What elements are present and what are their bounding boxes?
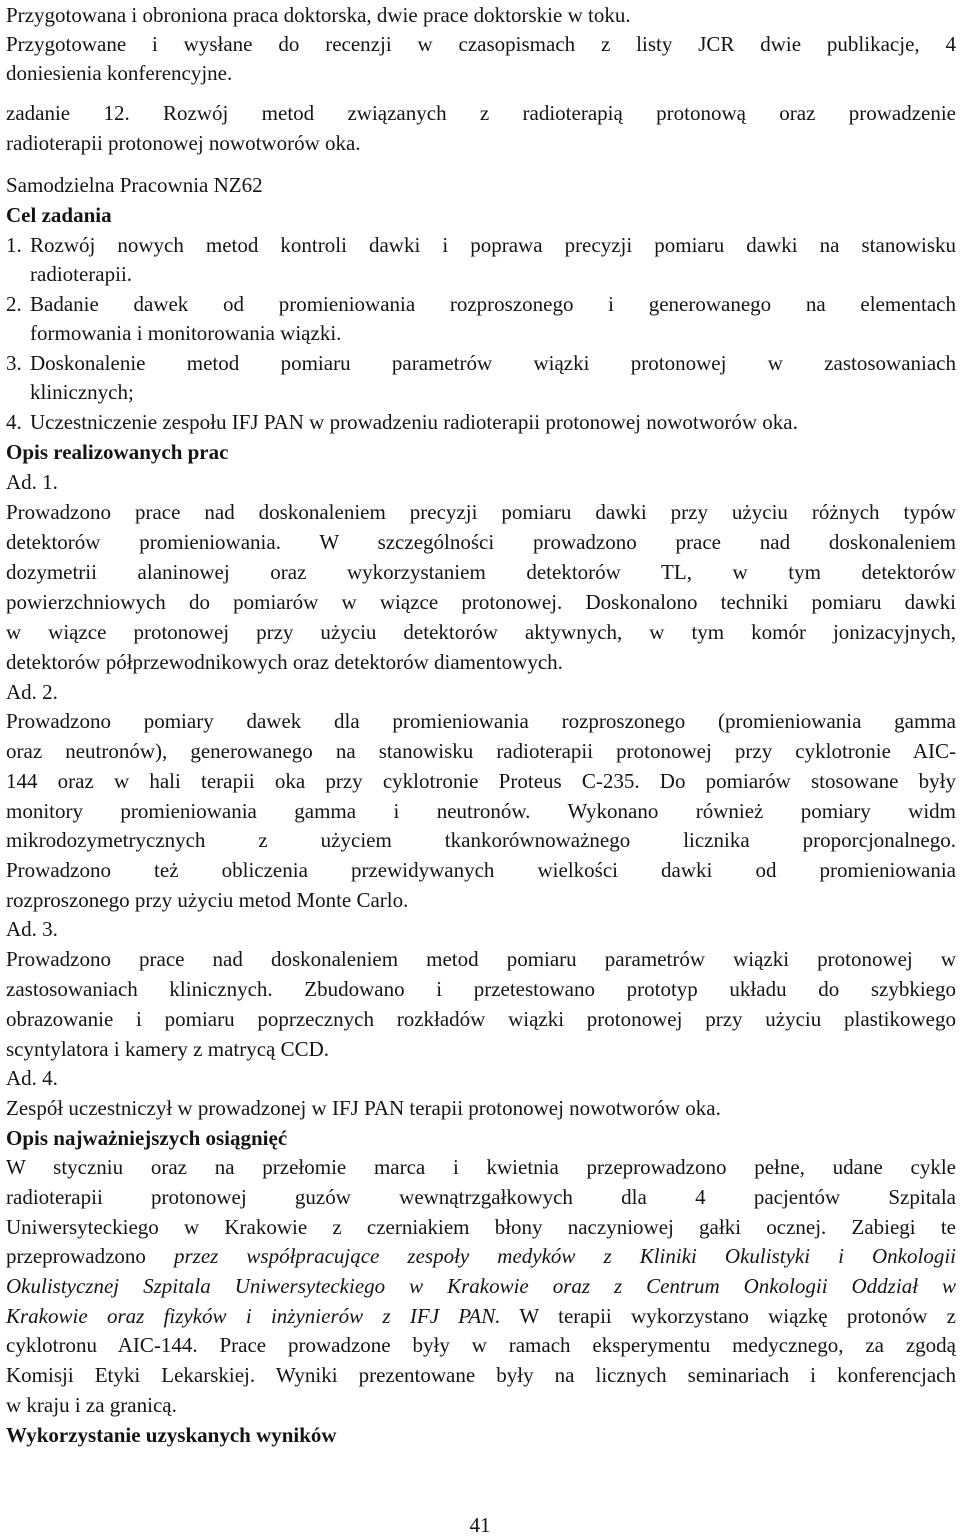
achievements-line-8: Komisji Etyki Lekarskiej. Wyniki prezentowane były na licznych seminariach i konferencjach — [6, 1363, 956, 1387]
ad1-line-2: detektorów promieniowania. W szczególności prowadzono prace nad doskonaleniem — [6, 530, 956, 554]
achievements-line-4 — [6, 1241, 956, 1271]
ad2-line-2: oraz neutronów), generowanego na stanowisku radioterapii protonowej przy cyklotronie AIC- — [6, 739, 956, 763]
ad3-line-3: obrazowanie i pomiaru poprzecznych rozkładów wiązki protonowej przy użyciu plastikowego — [6, 1007, 956, 1031]
intro-line-3: doniesienia konferencyjne. — [6, 61, 233, 85]
ad1-line-6: detektorów półprzewodnikowych oraz detektorów diamentowych. — [6, 650, 563, 674]
ad1-line-5: w wiązce protonowej przy użyciu detektorów aktywnych, w tym komór jonizacyjnych, — [6, 620, 956, 644]
goal-3-line-2: klinicznych; — [30, 380, 134, 404]
goal-number: 3. — [6, 351, 22, 375]
goals-heading: Cel zadania — [6, 203, 112, 227]
achievements-line-2: radioterapii protonowej guzów wewnątrzgałkowych dla 4 pacjentów Szpitala — [6, 1185, 956, 1209]
ad3-line-2: zastosowaniach klinicznych. Zbudowano i przetestowano prototyp układu do szybkiego — [6, 977, 956, 1001]
achievements-line-4-italic: przez współpracujące zespoły medyków z Kliniki Okulistyki i Onkologii — [174, 1244, 957, 1268]
ad1-line-3: dozymetrii alaninowej oraz wykorzystaniem detektorów TL, w tym detektorów — [6, 560, 956, 584]
intro-line-1: Przygotowana i obroniona praca doktorska, dwie prace doktorskie w toku. — [6, 3, 631, 27]
goal-1-line-1: Rozwój nowych metod kontroli dawki i poprawa precyzji pomiaru dawki na stanowisku — [30, 233, 956, 257]
ad3-line-4: scyntylatora i kamery z matrycą CCD. — [6, 1037, 330, 1061]
ad3-line-1: Prowadzono prace nad doskonaleniem metod pomiaru parametrów wiązki protonowej w — [6, 947, 956, 971]
ad4-line-1: Zespół uczestniczył w prowadzonej w IFJ PAN terapii protonowej nowotworów oka. — [6, 1096, 721, 1120]
ad1-line-4: powierzchniowych do pomiarów w wiązce protonowej. Doskonalono techniki pomiaru dawki — [6, 590, 956, 614]
ad3-label: Ad. 3. — [6, 917, 58, 941]
ad2-label: Ad. 2. — [6, 680, 58, 704]
task-title-line-1: zadanie 12. Rozwój metod związanych z radioterapią protonową oraz prowadzenie — [6, 101, 956, 125]
goal-2-line-2: formowania i monitorowania wiązki. — [30, 321, 342, 345]
ad4-label: Ad. 4. — [6, 1066, 58, 1090]
goal-number: 1. — [6, 233, 22, 257]
achievements-line-6-italic: Krakowie oraz fizyków i inżynierów z IFJ PAN. — [6, 1304, 501, 1328]
achievements-line-7: cyklotronu AIC-144. Prace prowadzone były w ramach eksperymentu medycznego, za zgodą — [6, 1333, 956, 1357]
goal-1-line-2: radioterapii. — [30, 262, 133, 286]
achievements-line-5: Okulistycznej Szpitala Uniwersyteckiego w Krakowie oraz z Centrum Onkologii Oddział w — [6, 1274, 956, 1298]
ad2-line-3: 144 oraz w hali terapii oka przy cyklotronie Proteus C-235. Do pomiarów stosowane były — [6, 769, 956, 793]
goal-2-line-1: Badanie dawek od promieniowania rozproszonego i generowanego na elementach — [30, 292, 956, 316]
ad1-label: Ad. 1. — [6, 470, 58, 494]
achievements-line-3: Uniwersyteckiego w Krakowie z czerniakiem błony naczyniowej gałki ocznej. Zabiegi te — [6, 1215, 956, 1239]
achievements-line-1: W styczniu oraz na przełomie marca i kwietnia przeprowadzono pełne, udane cykle — [6, 1155, 956, 1179]
ad2-line-5: mikrodozymetrycznych z użyciem tkankorównoważnego licznika proporcjonalnego. — [6, 828, 956, 852]
goal-3-line-1: Doskonalenie metod pomiaru parametrów wiązki protonowej w zastosowaniach — [30, 351, 956, 375]
ad2-line-4: monitory promieniowania gamma i neutronów. Wykonano również pomiary widm — [6, 799, 956, 823]
goal-number: 2. — [6, 292, 22, 316]
page-number: 41 — [469, 1513, 491, 1537]
achievements-line-9: w kraju i za granicą. — [6, 1393, 177, 1417]
ad2-line-1: Prowadzono pomiary dawek dla promieniowania rozproszonego (promieniowania gamma — [6, 709, 956, 733]
achievements-line-6-plain: W terapii wykorzystano wiązkę protonów z — [500, 1304, 956, 1328]
work-heading: Opis realizowanych prac — [6, 440, 229, 464]
goal-4-line-1: Uczestniczenie zespołu IFJ PAN w prowadzeniu radioterapii protonowej nowotworów oka. — [30, 410, 798, 434]
achievements-line-4-plain: przeprowadzono — [6, 1244, 174, 1268]
ad2-line-7: rozproszonego przy użyciu metod Monte Carlo. — [6, 888, 409, 912]
task-title-line-2: radioterapii protonowej nowotworów oka. — [6, 131, 361, 155]
ad1-line-1: Prowadzono prace nad doskonaleniem precyzji pomiaru dawki przy użyciu różnych typów — [6, 500, 956, 524]
task-unit: Samodzielna Pracownia NZ62 — [6, 173, 263, 197]
results-heading: Wykorzystanie uzyskanych wyników — [6, 1423, 337, 1447]
achievements-heading: Opis najważniejszych osiągnięć — [6, 1126, 288, 1150]
goal-number: 4. — [6, 410, 22, 434]
intro-line-2: Przygotowane i wysłane do recenzji w czasopismach z listy JCR dwie publikacje, 4 — [6, 32, 956, 56]
achievements-line-6 — [6, 1301, 956, 1331]
ad2-line-6: Prowadzono też obliczenia przewidywanych wielkości dawki od promieniowania — [6, 858, 956, 882]
